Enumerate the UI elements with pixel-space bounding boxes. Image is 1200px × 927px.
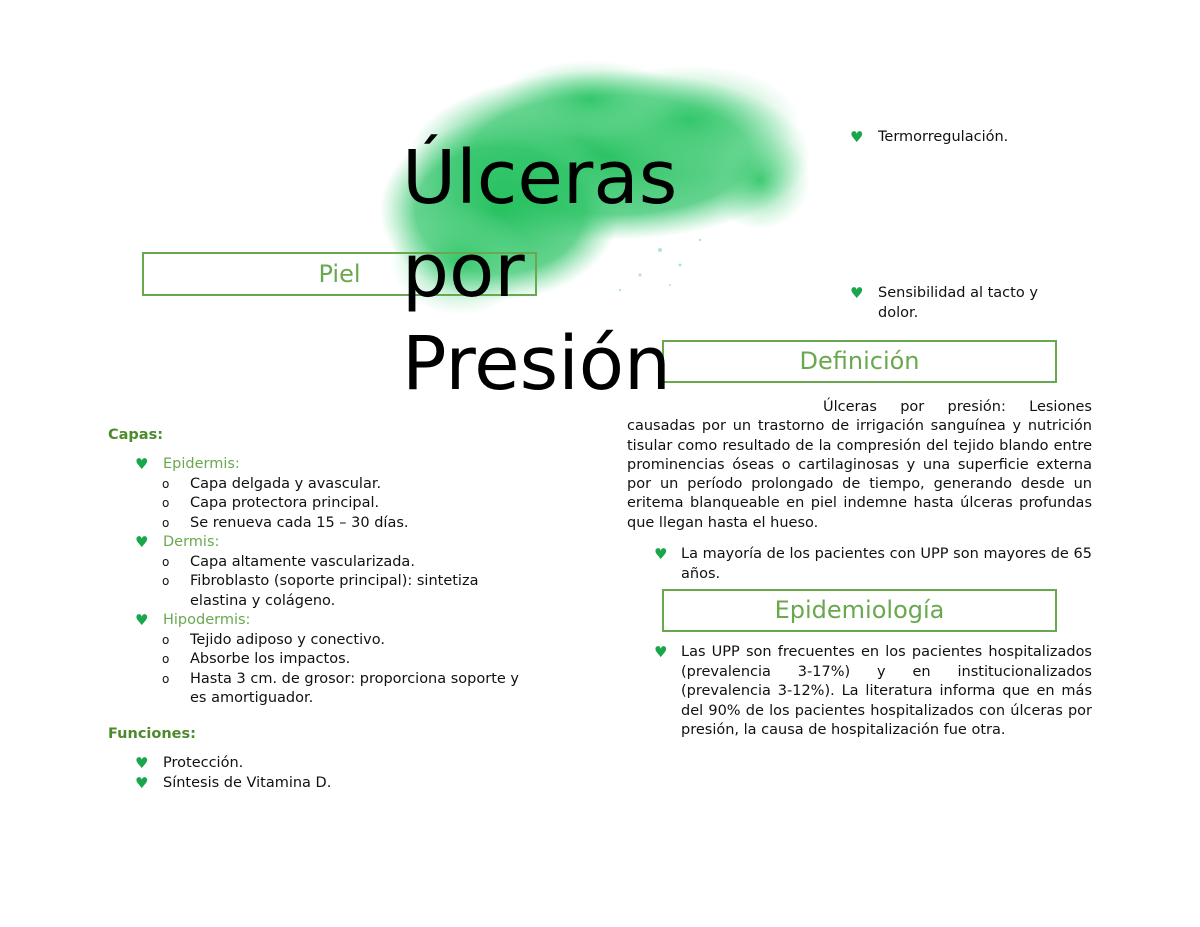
definicion-body: Lesiones causadas por un trastorno de irrigación sanguínea y nutrición tisular como resultado de la compresión del tejido blando entre prominencias óseas o cartilaginosas y una superficie externa por un período prolongado de tiempo, generando desde un eritema blanqueable en piel indemne hasta úlceras profundas que llegan hasta el hueso. [627, 399, 1092, 531]
funciones-section [108, 726, 578, 793]
list-item: o Capa protectora principal. [162, 494, 578, 514]
list-item: ♥ Las UPP son frecuentes en los pacientes hospitalizados (prevalencia 3-17%) y en institucionalizados (prevalencia 3-12%). La literatura informa que en más del 90% de los pacientes hospitalizados con úlceras por presión, la causa de hospitalización fue otra. [654, 643, 1092, 738]
definicion-heading: Definición [799, 347, 920, 375]
circle-bullet-icon: o [162, 671, 170, 686]
layer-hipodermis: ♥ Hipodermis: [135, 611, 251, 629]
heart-icon: ♥ [654, 643, 668, 661]
heart-icon: ♥ [135, 533, 149, 551]
layer-epidermis: ♥ Epidermis: [135, 455, 240, 473]
circle-bullet-icon: o [162, 632, 170, 647]
list-item: o Fibroblasto (soporte principal): sintetiza elastina y colágeno. [162, 573, 479, 609]
circle-bullet-icon: o [162, 554, 170, 569]
hipodermis-items [135, 631, 578, 709]
heart-icon: ♥ [850, 284, 864, 302]
circle-bullet-icon: o [162, 574, 170, 588]
list-item: o Absorbe los impactos. [162, 650, 578, 670]
list-item: ♥ La mayoría de los pacientes con UPP son mayores de 65 años. [654, 545, 1092, 582]
list-item: ♥ Sensibilidad al tacto y dolor. [850, 284, 1038, 321]
epidemiologia-heading-box [662, 589, 1057, 632]
heart-icon: ♥ [654, 545, 668, 563]
epidemiologia-heading: Epidemiología [774, 596, 945, 624]
title-line-1: Úlceras [402, 135, 678, 221]
definicion-lead: Úlceras por presión: [823, 399, 1006, 415]
epidermis-items [135, 475, 578, 534]
epidemiologia-bullets [654, 643, 1092, 741]
heart-icon: ♥ [135, 754, 149, 772]
piel-heading: Piel [318, 260, 361, 288]
circle-bullet-icon: o [162, 476, 170, 491]
list-item: ♥ Protección. [135, 754, 244, 772]
list-item: ♥ Síntesis de Vitamina D. [135, 773, 332, 792]
page-title [402, 132, 702, 411]
capas-section [108, 427, 578, 709]
definicion-bullets [654, 545, 1092, 584]
heart-icon: ♥ [135, 611, 149, 629]
title-line-3: Presión [402, 321, 671, 407]
circle-bullet-icon: o [162, 515, 170, 530]
heart-icon: ♥ [135, 455, 149, 473]
circle-bullet-icon: o [162, 652, 170, 666]
title-line-2: por [402, 228, 525, 314]
funciones-heading: Funciones: [108, 726, 196, 742]
top-right-list-2 [850, 284, 1050, 323]
list-item: o Se renueva cada 15 – 30 días. [162, 514, 578, 534]
capas-list [108, 455, 578, 709]
capas-heading: Capas: [108, 427, 164, 443]
top-right-list-1 [850, 128, 1050, 148]
heart-icon: ♥ [850, 128, 864, 146]
definicion-heading-box [662, 340, 1057, 383]
circle-bullet-icon: o [162, 496, 170, 510]
heart-icon: ♥ [135, 773, 149, 792]
list-item: o Tejido adiposo y conectivo. [162, 631, 578, 651]
dermis-items [135, 553, 492, 612]
list-item: o Capa delgada y avascular. [162, 475, 578, 495]
definicion-text [627, 398, 1092, 533]
layer-dermis: ♥ Dermis: [135, 533, 220, 551]
list-item: o Capa altamente vascularizada. [162, 553, 492, 573]
funciones-list [108, 754, 578, 793]
list-item: ♥ Termorregulación. [850, 128, 1009, 146]
list-item: o Hasta 3 cm. de grosor: proporciona soporte y es amortiguador. [162, 670, 520, 706]
